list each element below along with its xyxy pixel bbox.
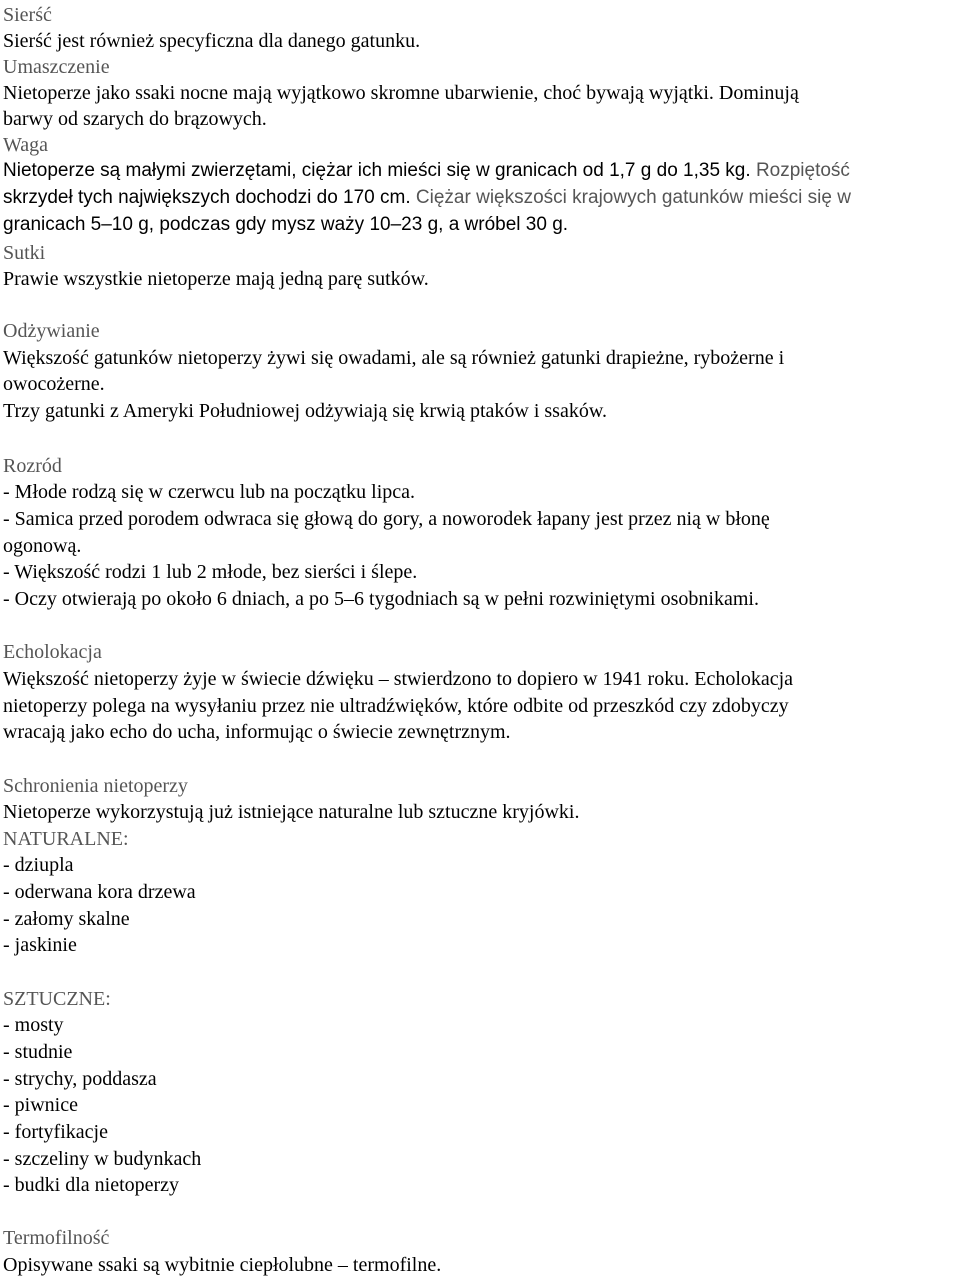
sutki-text: Prawie wszystkie nietoperze mają jedną parę sutków.: [3, 268, 429, 290]
rozrod-line-4: - Większość rodzi 1 lub 2 młode, bez sierści i ślepe.: [3, 561, 418, 583]
schronienia-text: Nietoperze wykorzystują już istniejące naturalne lub sztuczne kryjówki.: [3, 801, 580, 823]
list-item-sztuczne: - piwnice: [3, 1094, 78, 1116]
list-item-naturalne: - jaskinie: [3, 934, 77, 956]
waga-line-2: [3, 185, 851, 211]
waga-line-1-tail: Rozpiętość: [755, 160, 850, 181]
heading-umaszczenie: Umaszczenie: [3, 56, 110, 78]
list-item-sztuczne: - studnie: [3, 1041, 73, 1063]
waga-line-2-text: skrzydeł tych największych dochodzi do 170 cm.: [3, 187, 411, 208]
rozrod-line-1: - Młode rodzą się w czerwcu lub na początku lipca.: [3, 481, 416, 503]
heading-sutki: Sutki: [3, 242, 46, 264]
odzywianie-line-2: owocożerne.: [3, 373, 105, 395]
rozrod-line-2: - Samica przed porodem odwraca się głową do gory, a noworodek łapany jest przez nią w błonę: [3, 508, 770, 530]
rozrod-line-5: - Oczy otwierają po około 6 dniach, a po 5–6 tygodniach są w pełni rozwiniętymi osobnikami.: [3, 588, 759, 610]
umaszczenie-line-1: Nietoperze jako ssaki nocne mają wyjątkowo skromne ubarwienie, choć bywają wyjątki. Dominują: [3, 82, 799, 104]
echolokacja-line-3: wracają jako echo do ucha, informując o świecie zewnętrznym.: [3, 721, 511, 743]
heading-odzywianie: Odżywianie: [3, 320, 100, 342]
heading-rozrod: Rozród: [3, 455, 62, 477]
list-item-sztuczne: - strychy, poddasza: [3, 1068, 157, 1090]
odzywianie-line-1: Większość gatunków nietoperzy żywi się owadami, ale są również gatunki drapieżne, rybożerne i: [3, 347, 785, 369]
waga-line-1-text: Nietoperze są małymi zwierzętami, ciężar ich mieści się w granicach od 1,7 g do 1,35 kg.: [3, 160, 751, 181]
echolokacja-line-2: nietoperzy polega na wysyłaniu przez nie ultradźwięków, które odbite od przeszkód czy zdobyczy: [3, 695, 789, 717]
odzywianie-line-3: Trzy gatunki z Ameryki Południowej odżywiają się krwią ptaków i ssaków.: [3, 400, 607, 422]
list-item-sztuczne: - mosty: [3, 1014, 64, 1036]
waga-line-3: granicach 5–10 g, podczas gdy mysz waży 10–23 g, a wróbel 30 g.: [3, 214, 569, 235]
siersc-text: Sierść jest również specyficzna dla danego gatunku.: [3, 30, 421, 52]
waga-line-1: [3, 158, 850, 184]
heading-schronienia: Schronienia nietoperzy: [3, 775, 188, 797]
rozrod-line-3: ogonową.: [3, 535, 82, 557]
heading-termofilnosc: Termofilność: [3, 1227, 110, 1249]
sztuczne-label: SZTUCZNE:: [3, 988, 111, 1010]
termofilnosc-text: Opisywane ssaki są wybitnie ciepłolubne – termofilne.: [3, 1254, 442, 1276]
echolokacja-line-1: Większość nietoperzy żyje w świecie dźwięku – stwierdzono to dopiero w 1941 roku. Echolokacja: [3, 668, 794, 690]
naturalne-label: NATURALNE:: [3, 828, 129, 850]
list-item-sztuczne: - fortyfikacje: [3, 1121, 108, 1143]
waga-line-2-tail: Ciężar większości krajowych gatunków mieści się w: [415, 187, 851, 208]
list-item-naturalne: - załomy skalne: [3, 908, 130, 930]
list-item-sztuczne: - szczeliny w budynkach: [3, 1148, 202, 1170]
list-item-naturalne: - oderwana kora drzewa: [3, 881, 196, 903]
heading-waga: Waga: [3, 134, 49, 156]
heading-echolokacja: Echolokacja: [3, 641, 102, 663]
umaszczenie-line-2: barwy od szarych do brązowych.: [3, 108, 267, 130]
list-item-naturalne: - dziupla: [3, 854, 74, 876]
list-item-sztuczne: - budki dla nietoperzy: [3, 1174, 180, 1196]
heading-siersc: Sierść: [3, 4, 52, 26]
